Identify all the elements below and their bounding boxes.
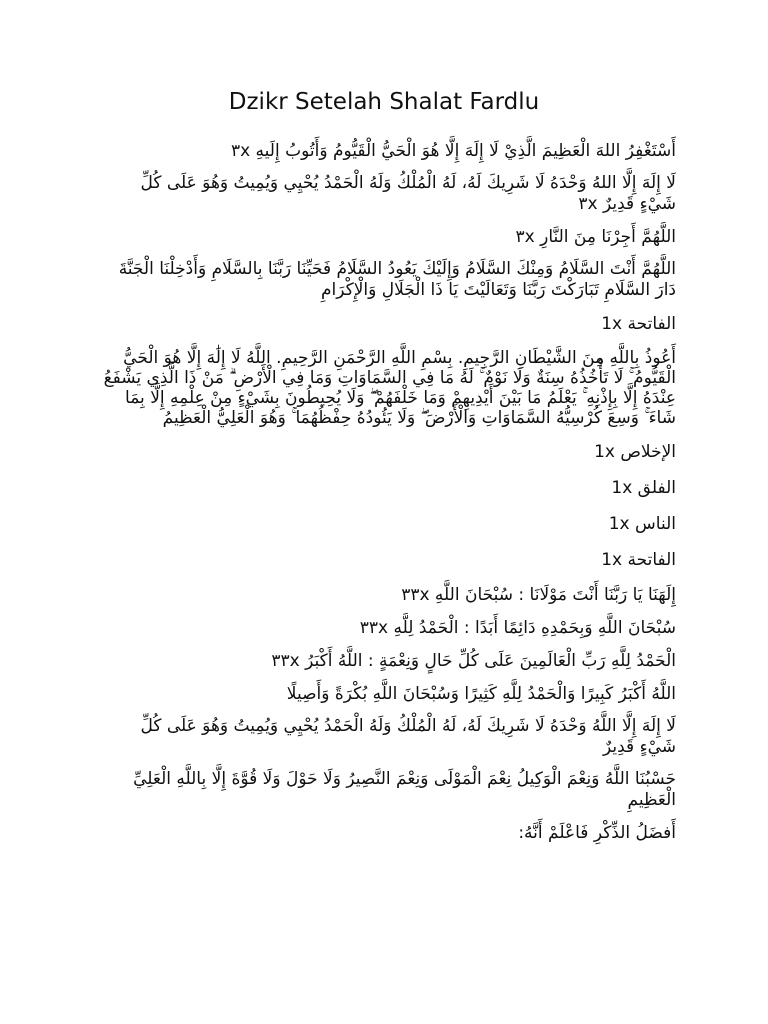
paragraph-takbir: الْحَمْدُ لِلَّهِ رَبِّ الْعَالَمِينَ عَلَى كُلِّ حَالٍ وَنِعْمَةٍ : اللَّهُ أَكْبَرُ ٣٣x [271,651,676,671]
label-fatiha-1: الفاتحة 1x [601,314,676,334]
paragraph-allahu-akbar-kabira: اللَّهُ أَكْبَرُ كَبِيرًا وَالْحَمْدُ لِلَّهِ كَثِيرًا وَسُبْحَانَ اللَّهِ بُكْرَةً وَأَصِيلًا [286,684,676,704]
paragraph-salam: اللَّهُمَّ أَنْتَ السَّلَامُ وَمِنْكَ السَّلَامُ وَإِلَيْكَ يَعُودُ السَّلَامُ فَحَيِّنَا رَبَّنَا بِالسَّلَامِ وَأَدْخِلْنَا الْجَنَّةَ دَارَ السَّلَامِ تَبَارَكْتَ رَبَّنَا وَتَعَالَيْتَ يَا ذَا الْجَلَالِ وَالْإِكْرَامِ [118,259,676,300]
label-falaq: الفلق 1x [611,478,676,498]
paragraph-tahlil-2: لَا إِلَهَ إِلَّا اللَّهُ وَحْدَهُ لَا شَرِيكَ لَهُ، لَهُ الْمُلْكُ وَلَهُ الْحَمْدُ يُحْيِي وَيُمِيتُ وَهُوَ عَلَى كُلِّ شَيْءٍ قَدِيرٌ [140,716,676,757]
label-fatiha-2: الفاتحة 1x [601,550,676,570]
paragraph-tahlil: لَا إِلَهَ إِلَّا اللهُ وَحْدَهُ لَا شَرِيكَ لَهُ، لَهُ الْمُلْكُ وَلَهُ الْحَمْدُ يُحْيِي وَيُمِيتُ وَهُوَ عَلَى كُلِّ شَيْءٍ قَدِيرٌ ٣x [140,173,676,214]
paragraph-ajirna: اللَّهُمَّ أَجِرْنَا مِنَ النَّارِ ٣x [515,227,676,247]
paragraph-afdhal-dzikr: أَفضَلُ الذِّكْرِ فَاعْلَمْ أَنَّهُ: [518,823,676,843]
document-body [100,140,676,855]
label-nas: الناس 1x [608,514,676,534]
paragraph-tahmid: سُبْحَانَ اللَّهِ وَبِحَمْدِهِ دَائِمًا أَبَدًا : الْحَمْدُ لِلَّهِ ٣٣x [359,618,676,638]
label-ikhlas: الإخلاص 1x [594,442,676,462]
paragraph-istighfar: أَسْتَغْفِرُ اللهَ الْعَظِيمَ الَّذِيْ لَا إِلَهَ إِلَّا هُوَ الْحَيُّ الْقَيُّومُ وَأَتُوبُ إِلَيهِ ٣x [230,141,676,161]
paragraph-tasbih: إِلَهَنَا يَا رَبَّنَا أَنْتَ مَوْلَانَا : سُبْحَانَ اللَّهِ ٣٣x [401,585,676,605]
paragraph-ayat-kursi: أَعُوذُ بِاللَّهِ مِنَ الشَّيْطَانِ الرَّجِيمِ. بِسْمِ اللَّهِ الرَّحْمَنِ الرَّحِيمِ. اللَّهُ لَا إِلَٰهَ إِلَّا هُوَ الْحَيُّ الْقَيُّومُ ۚ لَا تَأْخُذُهُ سِنَةٌ وَلَا نَوْمٌ ۚ لَهُ مَا فِي السَّمَاوَاتِ وَمَا فِي الْأَرْضِ ۗ مَنْ ذَا الَّذِي يَشْفَعُ عِنْدَهُ إِلَّا بِإِذْنِهِ ۚ يَعْلَمُ مَا بَيْنَ أَيْدِيهِمْ وَمَا خَلْفَهُمْ ۖ وَلَا يُحِيطُونَ بِشَيْءٍ مِنْ عِلْمِهِ إِلَّا بِمَا شَاءَ ۚ وَسِعَ كُرْسِيُّهُ السَّمَاوَاتِ وَالْأَرْضَ ۖ وَلَا يَئُودُهُ حِفْظُهُمَا ۚ وَهُوَ الْعَلِيُّ الْعَظِيمُ [103,348,676,428]
page-title: Dzikr Setelah Shalat Fardlu [228,89,540,115]
paragraph-hasbuna: حَسْبُنَا اللَّهُ وَنِعْمَ الْوَكِيلُ نِعْمَ الْمَوْلَى وَنِعْمَ النَّصِيرُ وَلَا حَوْلَ وَلَا قُوَّةَ إِلَّا بِاللَّهِ الْعَلِيِّ الْعَظِيمِ [133,769,676,810]
